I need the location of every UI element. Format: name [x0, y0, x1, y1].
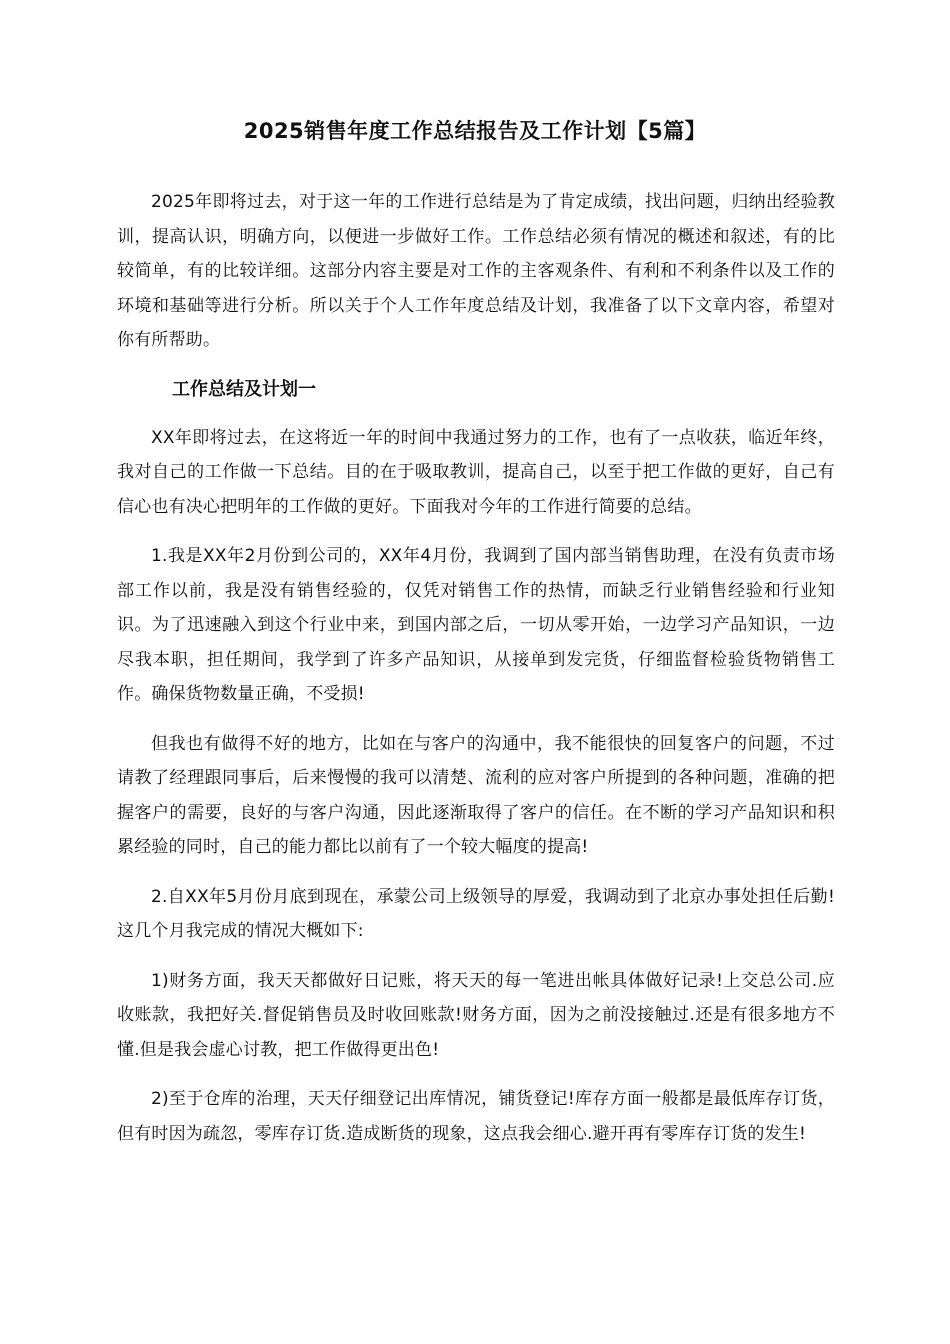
body-paragraph: 2)至于仓库的治理，天天仔细登记出库情况，铺货登记!库存方面一般都是最低库存订货，但有时因为疏忽，零库存订货.造成断货的现象，这点我会细心.避开再有零库存订货的发生! — [117, 1089, 835, 1144]
body-paragraph: 2.自XX年5月份月底到现在，承蒙公司上级领导的厚爱，我调动到了北京办事处担任后勤!这几个月我完成的情况大概如下: — [117, 886, 835, 941]
section-heading: 工作总结及计划一 — [172, 378, 316, 400]
body-paragraph: 1.我是XX年2月份到公司的，XX年4月份，我调到了国内部当销售助理，在没有负责市场部工作以前，我是没有销售经验的，仅凭对销售工作的热情，而缺乏行业销售经验和行业知识。为了迅速融入到这个行业中来，到国内部之后，一切从零开始，一边学习产品知识，一边尽我本职，担任期间，我学到了许多产品知识，从接单到发完货，仔细监督检验货物销售工作。确保货物数量正确，不受损! — [117, 546, 835, 704]
document-title: 2025销售年度工作总结报告及工作计划【5篇】 — [243, 119, 707, 143]
body-paragraph: XX年即将过去，在这将近一年的时间中我通过努力的工作，也有了一点收获，临近年终，我对自己的工作做一下总结。目的在于吸取教训，提高自己，以至于把工作做的更好，自己有信心也有决心把明年的工作做的更好。下面我对今年的工作进行简要的总结。 — [117, 427, 835, 517]
intro-paragraph: 2025年即将过去，对于这一年的工作进行总结是为了肯定成绩，找出问题，归纳出经验教训，提高认识，明确方向，以便进一步做好工作。工作总结必须有情况的概述和叙述，有的比较简单，有的比较详细。这部分内容主要是对工作的主客观条件、有利和不利条件以及工作的环境和基础等进行分析。所以关于个人工作年度总结及计划，我准备了以下文章内容，希望对你有所帮助。 — [117, 192, 835, 350]
body-paragraph: 但我也有做得不好的地方，比如在与客户的沟通中，我不能很快的回复客户的问题，不过请教了经理跟同事后，后来慢慢的我可以清楚、流利的应对客户所提到的各种问题，准确的把握客户的需要，良好的与客户沟通，因此逐渐取得了客户的信任。在不断的学习产品知识和积累经验的同时，自己的能力都比以前有了一个较大幅度的提高! — [117, 733, 835, 857]
body-paragraph: 1)财务方面，我天天都做好日记账，将天天的每一笔进出帐具体做好记录!上交总公司.应收账款，我把好关.督促销售员及时收回账款!财务方面，因为之前没接触过.还是有很多地方不懂.但是我会虚心讨教，把工作做得更出色! — [117, 970, 835, 1060]
document-body — [117, 185, 835, 1166]
